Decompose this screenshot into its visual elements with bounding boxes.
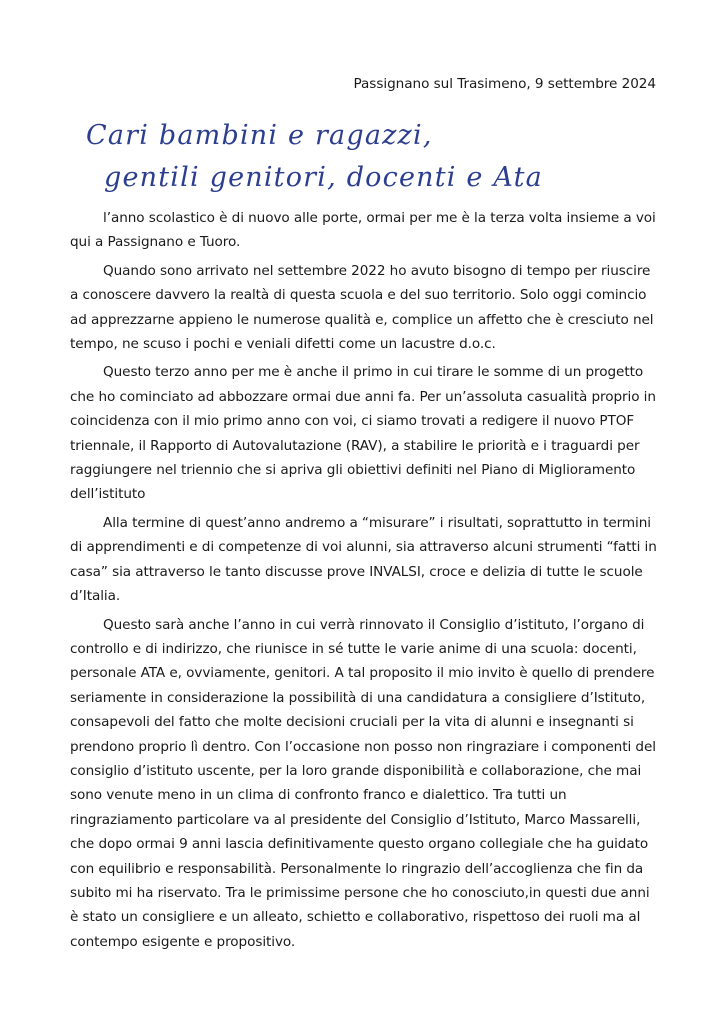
salutation-line-2: gentili genitori, docenti e Ata [104,162,543,193]
salutation-svg [80,112,543,202]
letter-body [70,206,660,958]
paragraph-3: Questo terzo anno per me è anche il primo in cui tirare le somme di un progetto che ho cominciato ad abbozzare ormai due anni fa. Per un’assoluta casualità proprio in coincidenza con il mio primo anno con voi, ci siamo trovati a redigere il nuovo PTOF triennale, il Rapporto di Autovalutazione (RAV), a stabilire le priorità e i traguardi per raggiungere nel triennio che si apriva gli obiettivi definiti nel Piano di Miglioramento dell’istituto [70,364,656,503]
paragraph-2: Quando sono arrivato nel settembre 2022 ho avuto bisogno di tempo per riuscire a conoscere davvero la realtà di questa scuola e del suo territorio. Solo oggi comincio ad apprezzarne appieno le numerose qualità e, complice un affetto che è cresciuto nel tempo, ne scuso i pochi e veniali difetti come un lacustre d.o.c. [70,262,654,353]
paragraph-5: Questo sarà anche l’anno in cui verrà rinnovato il Consiglio d’istituto, l’organo di controllo e di indirizzo, che riunisce in sé tutte le varie anime di una scuola: docenti, personale ATA e, ovviamente, genitori. A tal proposito il mio invito è quello di prendere seriamente in considerazione la possibilità di una candidatura a consigliere d’Istituto, consapevoli del fatto che molte decisioni cruciali per la vita di alunni e insegnanti si prendono proprio lì dentro. Con l’occasione non posso non ringraziare i componenti del consiglio d’istituto uscente, per la loro grande disponibilità e collaborazione, che mai sono venute meno in un clima di confronto franco e dialettico. Tra tutti un ringraziamento particolare va al presidente del Consiglio d’Istituto, Marco Massarelli, che dopo ormai 9 anni lascia definitivamente questo organo collegiale che ha guidato con equilibrio e responsabilità. Personalmente lo ringrazio dell’accoglienza che fin da subito mi ha riservato. Tra le primissime persone che ho conosciuto,in questi due anni è stato un consigliere e un alleato, schietto e collaborativo, rispettoso dei ruoli ma al contempo esigente e propositivo. [70,616,656,950]
paragraph-4: Alla termine di quest’anno andremo a “misurare” i risultati, soprattutto in termini di apprendimenti e di competenze di voi alunni, sia attraverso alcuni strumenti “fatti in casa” sia attraverso le tanto discusse prove INVALSI, croce e delizia di tutte le scuole d’Italia. [70,514,657,605]
salutation-line-1: Cari bambini e ragazzi, [86,120,433,151]
handwritten-salutation [80,112,543,202]
paragraph-1: l’anno scolastico è di nuovo alle porte, ormai per me è la terza volta insieme a voi qui a Passignano e Tuoro. [70,210,656,251]
dateline: Passignano sul Trasimeno, 9 settembre 2024 [353,76,656,92]
